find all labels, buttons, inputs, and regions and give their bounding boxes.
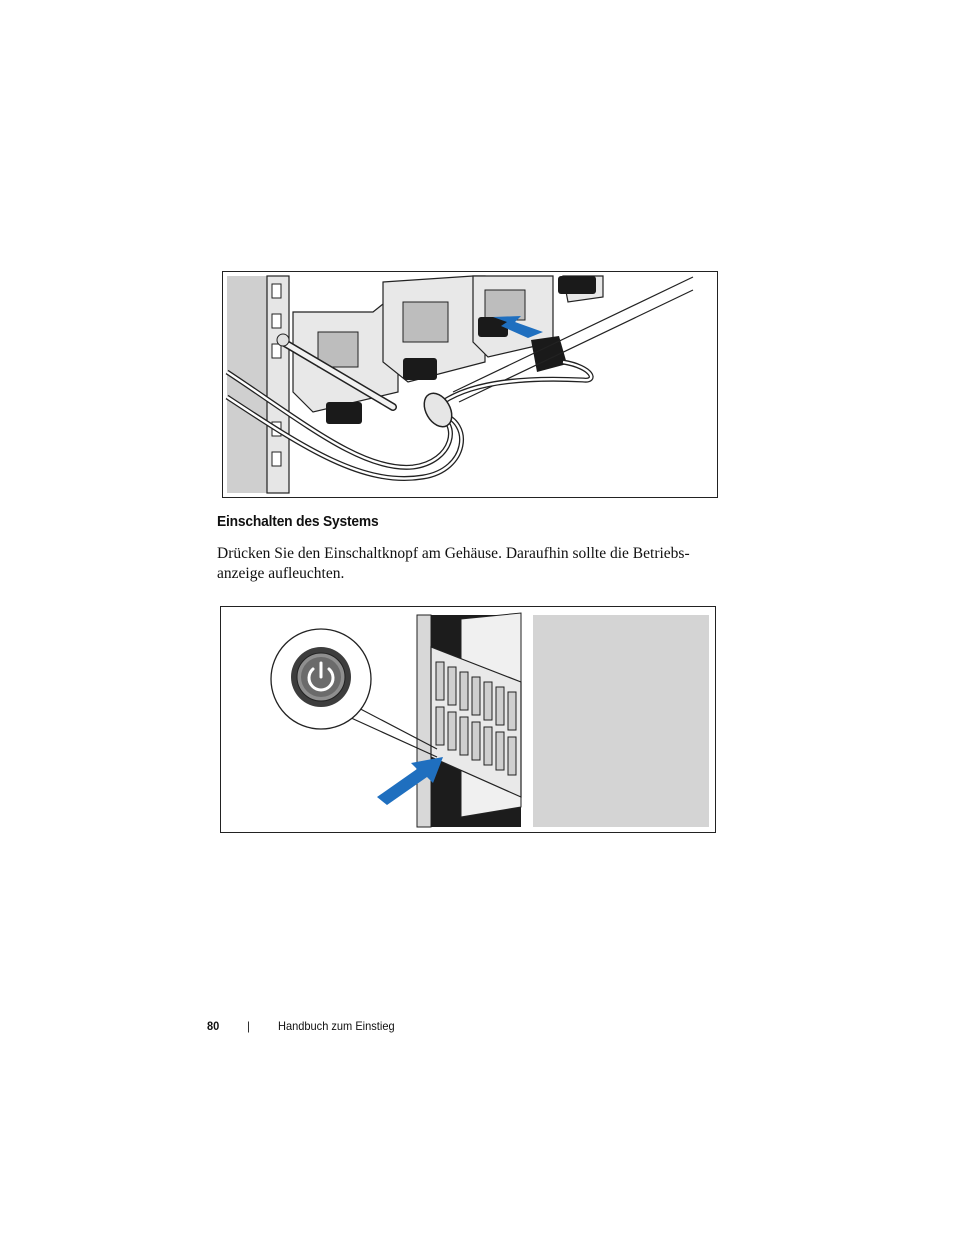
instruction-paragraph [217, 544, 717, 584]
section-heading: Einschalten des Systems [217, 513, 379, 530]
footer-separator: | [247, 1019, 250, 1033]
power-button-illustration [220, 606, 716, 833]
power-cable-illustration [222, 271, 718, 498]
paragraph-line-2: anzeige aufleuchten. [217, 565, 345, 582]
footer-title: Handbuch zum Einstieg [278, 1019, 395, 1033]
page-number: 80 [207, 1019, 220, 1033]
paragraph-line-1: Drücken Sie den Einschaltknopf am Gehäuse. Daraufhin sollte die Betriebs- [217, 545, 690, 562]
